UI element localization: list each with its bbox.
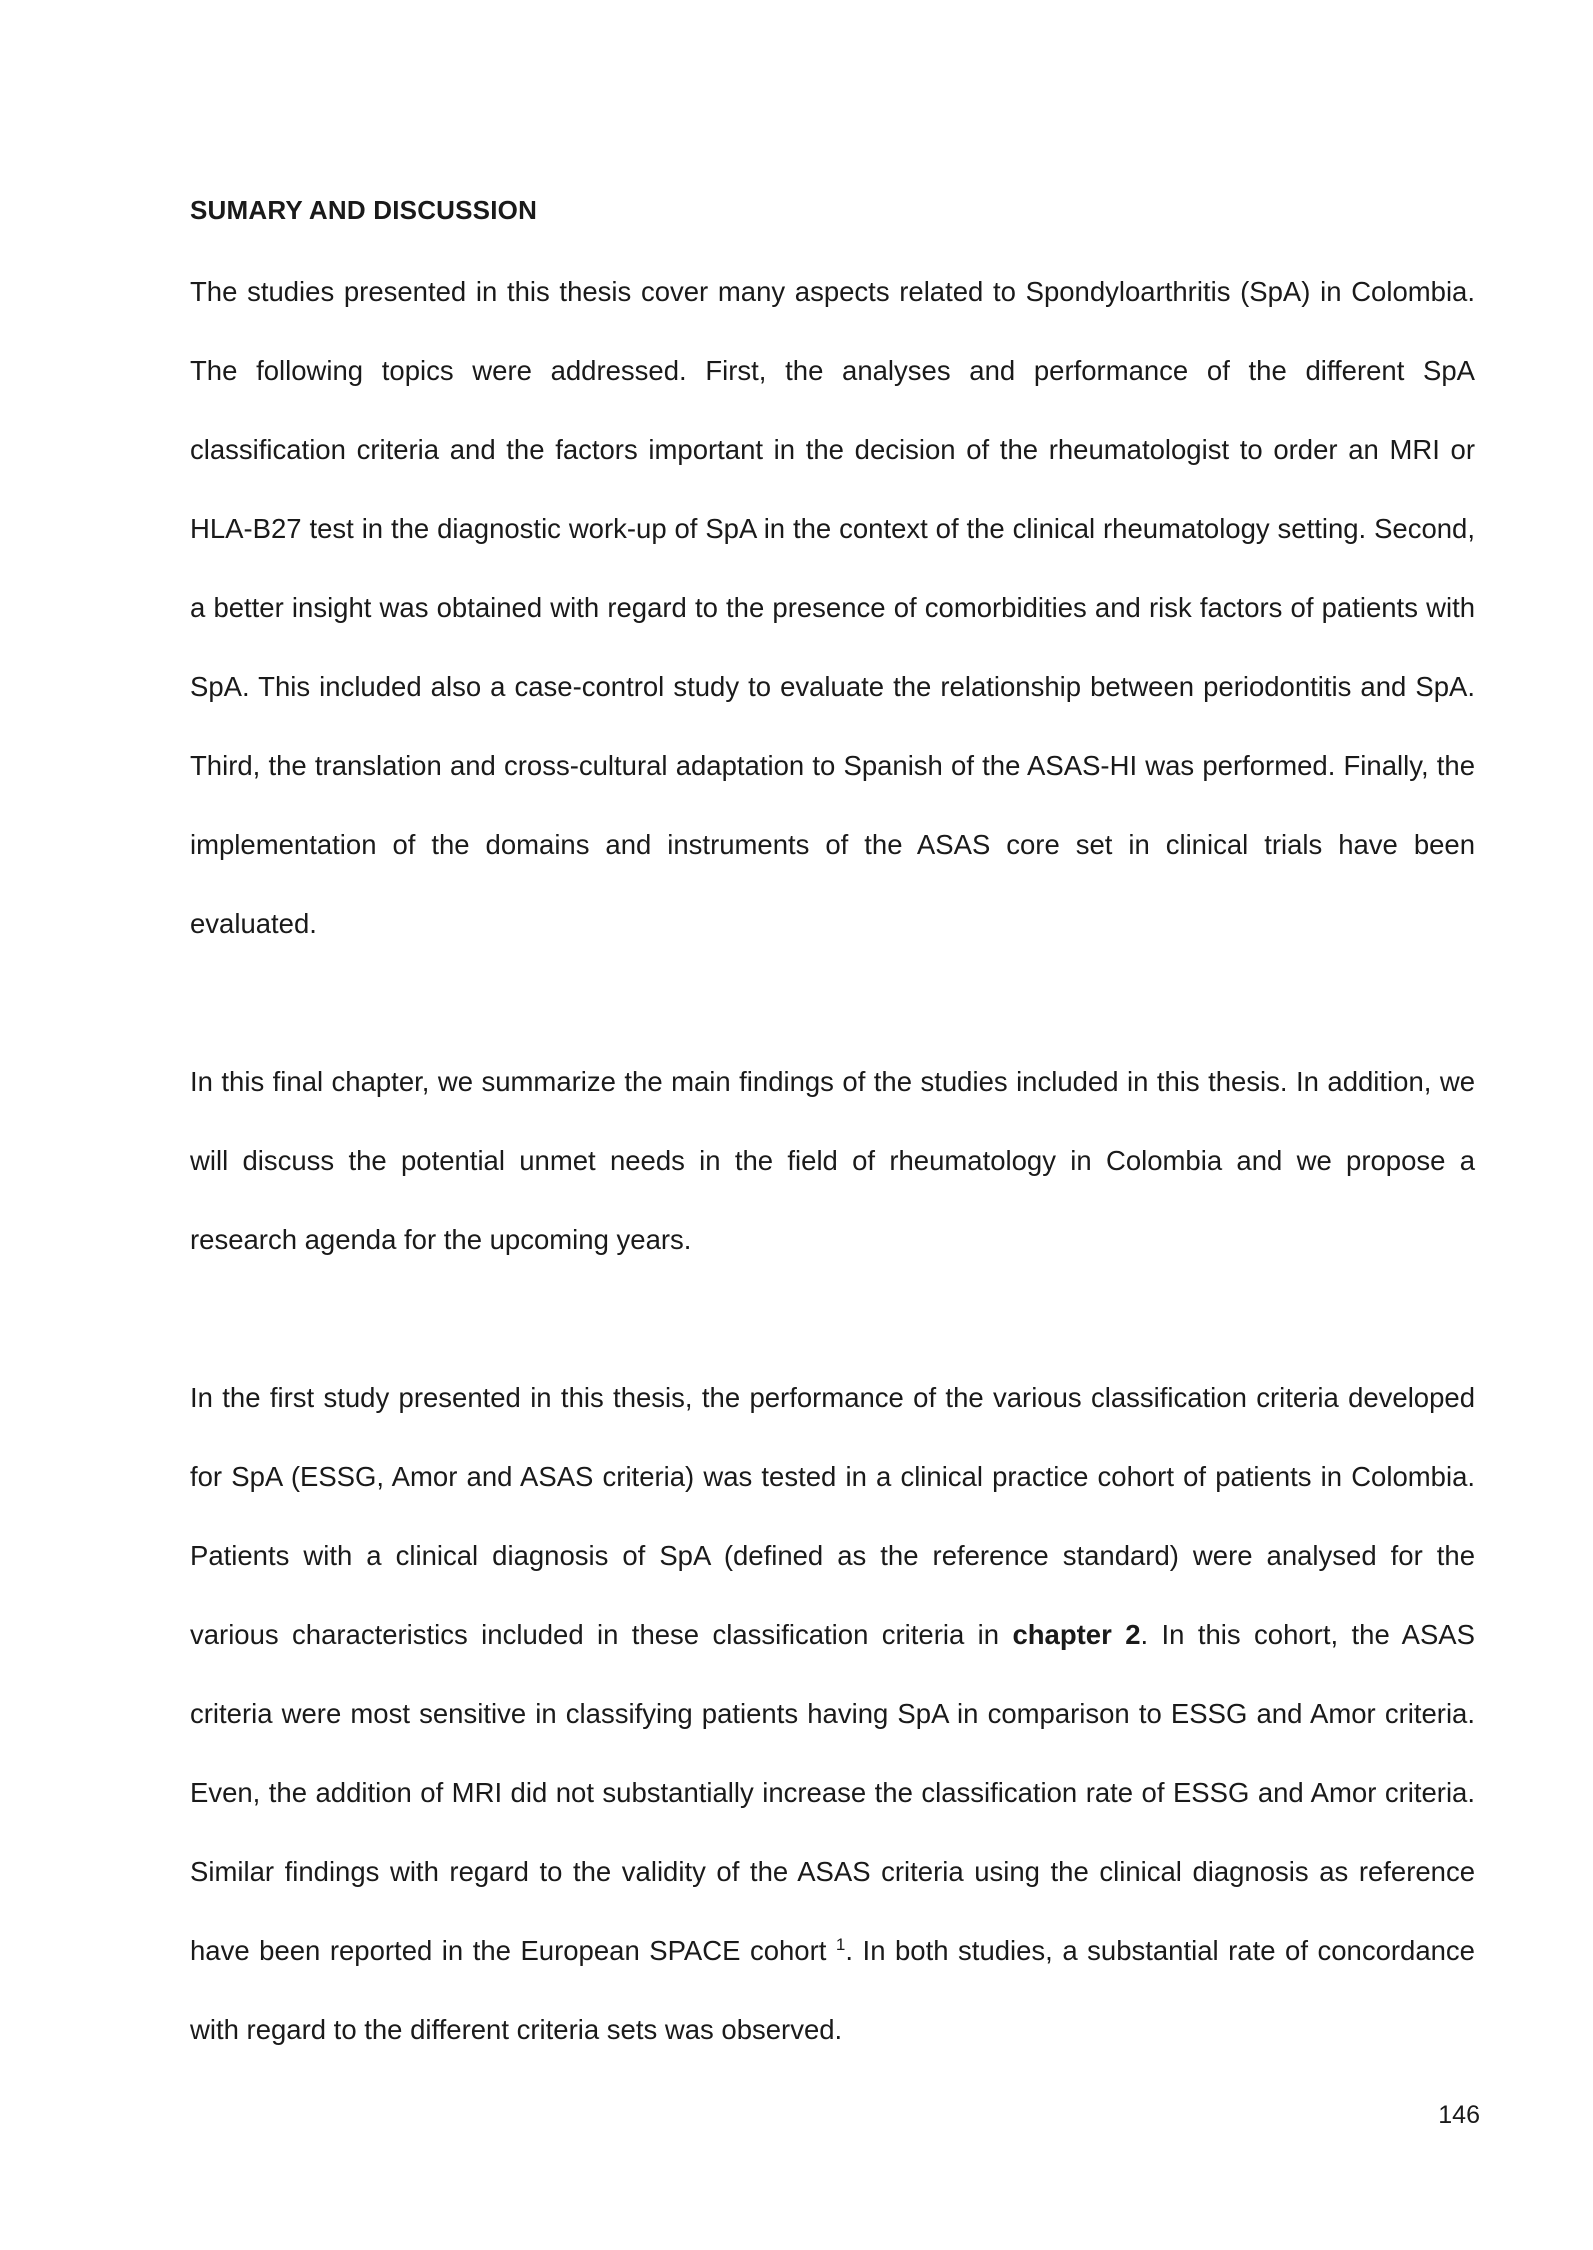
paragraph-first-study — [190, 1358, 1475, 2069]
section-heading: SUMARY AND DISCUSSION — [190, 195, 538, 225]
paragraph-first-study-text-2: . In this cohort, the ASAS criteria were most sensitive in classifying patients having SpA in comparison to ESSG and Amor criteria. Even, the addition of MRI did not substantially increase the classification rate of ESSG and Amor criteria. Similar findings with regard to the validity of the ASAS criteria using the clinical diagnosis as reference have been reported in the European SPACE cohort — [190, 1619, 1475, 1966]
citation-superscript: 1 — [835, 1934, 846, 1954]
paragraph-chapter-overview: In this final chapter, we summarize the main findings of the studies included in this thesis. In addition, we will discuss the potential unmet needs in the field of rheumatology in Colombia and we propose a research agenda for the upcoming years. — [190, 1066, 1475, 1255]
paragraph-first-study-text-3: . In both studies, a substantial rate of concordance with regard to the different criteria sets was observed. — [190, 1935, 1475, 2045]
paragraph-first-study-text-1: In the first study presented in this thesis, the performance of the various classification criteria developed for SpA (ESSG, Amor and ASAS criteria) was tested in a clinical practice cohort of patients in Colombia. Patients with a clinical diagnosis of SpA (defined as the reference standard) were analysed for the various characteristics included in these classification criteria in — [190, 1382, 1475, 1650]
chapter-reference: chapter 2 — [1012, 1619, 1141, 1650]
paragraph-intro: The studies presented in this thesis cover many aspects related to Spondyloarthritis (SpA) in Colombia. The following topics were addressed. First, the analyses and performance of the different SpA classification criteria and the factors important in the decision of the rheumatologist to order an MRI or HLA-B27 test in the diagnostic work-up of SpA in the context of the clinical rheumatology setting. Second, a better insight was obtained with regard to the presence of comorbidities and risk factors of patients with SpA. This included also a case-control study to evaluate the relationship between periodontitis and SpA. Third, the translation and cross-cultural adaptation to Spanish of the ASAS-HI was performed. Finally, the implementation of the domains and instruments of the ASAS core set in clinical trials have been evaluated. — [190, 276, 1475, 939]
page-number: 146 — [1438, 2101, 1480, 2129]
page-content — [190, 188, 1475, 2069]
